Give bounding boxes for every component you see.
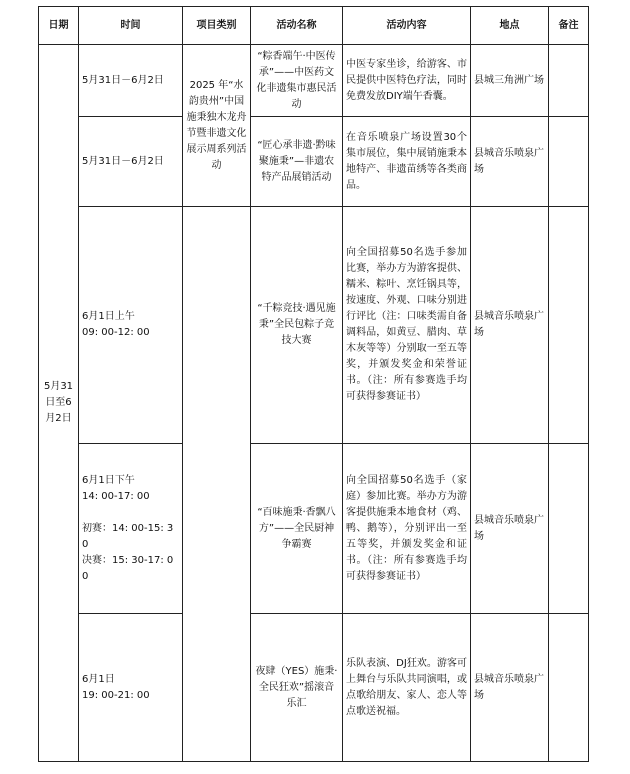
note-cell xyxy=(549,444,589,614)
place-cell: 县城音乐喷泉广场 xyxy=(471,117,549,207)
header-date: 日期 xyxy=(39,7,79,45)
table-row xyxy=(39,614,589,762)
note-cell xyxy=(549,614,589,762)
time-line: 6月1日下午 xyxy=(82,474,135,486)
time-cell xyxy=(79,207,183,444)
place-cell: 县城音乐喷泉广场 xyxy=(471,444,549,614)
time-cell xyxy=(79,117,183,207)
time-line: 初赛：14: 00-15: 30 xyxy=(82,522,174,550)
time-gap xyxy=(82,505,179,521)
activity-content-cell: 中医专家坐诊，给游客、市民提供中医特色疗法，同时免费发放DIY端午香囊。 xyxy=(343,45,471,117)
header-name: 活动名称 xyxy=(251,7,343,45)
place-cell: 县城音乐喷泉广场 xyxy=(471,614,549,762)
category-cell: 2025 年“水韵贵州”中国施秉独木龙舟节暨非遗文化展示周系列活动 xyxy=(183,45,251,207)
place-cell: 县城三角洲广场 xyxy=(471,45,549,117)
time-line: 决赛：15: 30-17: 00 xyxy=(82,554,174,582)
table-row xyxy=(39,117,589,207)
table-row xyxy=(39,45,589,117)
activity-name-cell: “匠心承非遗·黔味聚施秉”—非遗农特产品展销活动 xyxy=(251,117,343,207)
header-category: 项目类别 xyxy=(183,7,251,45)
activity-content-cell: 向全国招募50名选手参加比赛，举办方为游客提供、糯米、粽叶、烹饪锅具等，按速度、外观、口味分别进行评比（注：口味类需自备调料品，如黄豆、腊肉、草木灰等等）分别取一至五等奖，并颁发奖金和荣誉证书。（注：所有参赛选手均可获得参赛证书） xyxy=(343,207,471,444)
activity-content-cell: 在音乐喷泉广场设置30个集市展位，集中展销施秉本地特产、非遗苗绣等各类商品。 xyxy=(343,117,471,207)
date-span-cell: 5月31日至6月2日 xyxy=(39,45,79,762)
header-note: 备注 xyxy=(549,7,589,45)
category-cell-continued xyxy=(183,207,251,762)
time-line: 6月1日上午 xyxy=(82,311,135,322)
activity-content-cell: 向全国招募50名选手（家庭）参加比赛。举办方为游客提供施秉本地食材（鸡、鸭、鹅等），分别评出一至五等奖，并颁发奖金和证书。（注：所有参赛选手均可获得参赛证书） xyxy=(343,444,471,614)
header-content: 活动内容 xyxy=(343,7,471,45)
time-line: 5月31日－6月2日 xyxy=(82,155,164,167)
time-line: 5月31日－6月2日 xyxy=(82,74,164,86)
time-cell xyxy=(79,614,183,762)
activity-name-cell: 夜肆（YES）施秉·全民狂欢”摇滚音乐汇 xyxy=(251,614,343,762)
schedule-table xyxy=(38,6,589,762)
time-line: 14: 00-17: 00 xyxy=(82,490,150,502)
activity-name-cell: “百味施秉·香飘八方”——全民厨神争霸赛 xyxy=(251,444,343,614)
header-time: 时间 xyxy=(79,7,183,45)
note-cell xyxy=(549,45,589,117)
time-line: 09: 00-12: 00 xyxy=(82,327,150,338)
activity-content-cell: 乐队表演、DJ狂欢。游客可上舞台与乐队共同演唱，或点歌给朋友、家人、恋人等点歌送祝福。 xyxy=(343,614,471,762)
activity-name-cell: “千粽竞技·遇见施秉”全民包粽子竞技大赛 xyxy=(251,207,343,444)
place-cell: 县城音乐喷泉广场 xyxy=(471,207,549,444)
time-cell xyxy=(79,45,183,117)
time-line: 6月1日 xyxy=(82,673,115,685)
table-row xyxy=(39,207,589,444)
time-cell xyxy=(79,444,183,614)
note-cell xyxy=(549,207,589,444)
time-line: 19: 00-21: 00 xyxy=(82,689,150,701)
header-place: 地点 xyxy=(471,7,549,45)
note-cell xyxy=(549,117,589,207)
table-row xyxy=(39,444,589,614)
header-row xyxy=(39,7,589,45)
activity-name-cell: “粽香端午·中医传承”——中医药文化非遗集市惠民活动 xyxy=(251,45,343,117)
